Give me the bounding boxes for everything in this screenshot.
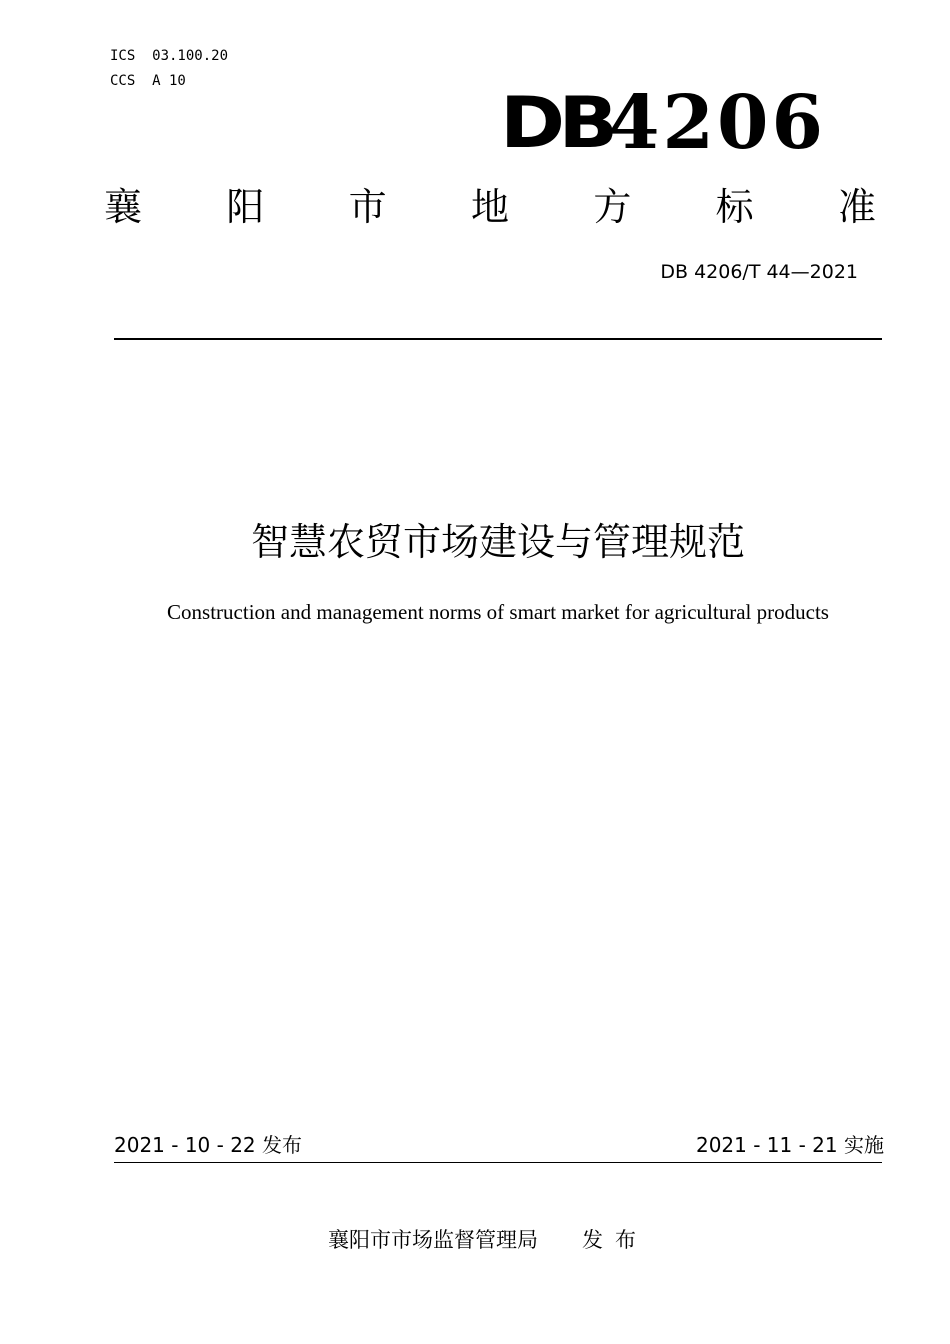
category-char: 地	[470, 185, 509, 229]
top-divider	[114, 338, 882, 340]
ics-code: ICS 03.100.20	[110, 48, 229, 64]
db-number: 4206	[608, 80, 826, 166]
category-char: 标	[715, 185, 754, 229]
issue-date: 2021 - 10 - 22 发布	[114, 1133, 303, 1157]
category-char: 阳	[226, 185, 265, 229]
ccs-code: CCS A 10	[110, 73, 186, 89]
title-english: Construction and management norms of smart market for agricultural products	[167, 600, 829, 624]
db-standard-logo	[500, 80, 826, 166]
category-char: 襄	[104, 185, 143, 229]
category-char: 方	[593, 185, 632, 229]
standard-code: DB 4206/T 44—2021	[660, 261, 858, 283]
category-char: 准	[837, 185, 876, 229]
bottom-divider	[114, 1162, 882, 1163]
standard-category	[104, 184, 876, 230]
publisher-line	[0, 1226, 950, 1254]
title-chinese: 智慧农贸市场建设与管理规范	[250, 520, 745, 564]
publisher-action: 发布	[582, 1228, 648, 1252]
category-char: 市	[348, 185, 387, 229]
db-prefix: DB	[500, 82, 612, 164]
implementation-date: 2021 - 11 - 21 实施	[695, 1133, 884, 1157]
publisher-name: 襄阳市市场监督管理局	[328, 1228, 538, 1252]
